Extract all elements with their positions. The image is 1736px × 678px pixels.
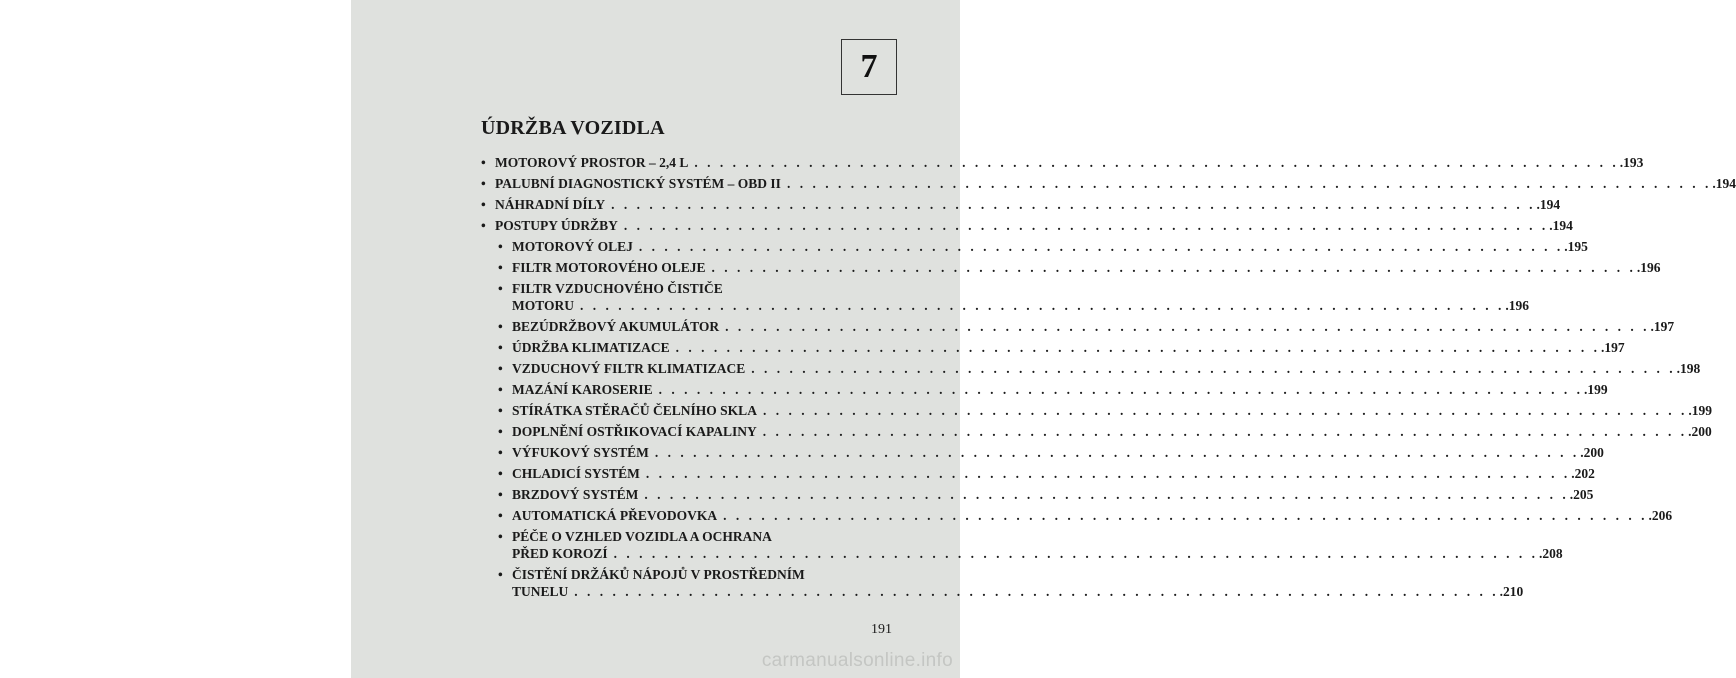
- dot-leader: [712, 259, 1636, 276]
- toc-entry-body: [512, 402, 1712, 419]
- toc-entry-body: [512, 486, 1593, 503]
- toc-entry[interactable]: [481, 175, 1736, 192]
- toc-entry-body: [512, 381, 1608, 398]
- toc-entry[interactable]: [481, 217, 1573, 234]
- toc-entry-page: .202: [1571, 466, 1595, 481]
- toc-entry-line: [512, 297, 1529, 314]
- toc-entry-line: [495, 154, 1643, 171]
- bullet-icon: •: [481, 197, 486, 212]
- toc-entry-body: [495, 217, 1573, 234]
- toc-entry-body: [512, 318, 1674, 335]
- toc-entry-body: [512, 507, 1672, 524]
- toc-entry-line: [512, 583, 1523, 600]
- toc-entry[interactable]: [481, 339, 1625, 356]
- toc-entry-page: .194: [1712, 176, 1736, 191]
- toc-entry-title: NÁHRADNÍ DÍLY: [495, 197, 606, 212]
- bullet-icon: •: [498, 260, 503, 275]
- dot-leader: [725, 318, 1649, 335]
- dot-leader: [639, 238, 1563, 255]
- toc-entry-title: MOTOROVÝ OLEJ: [512, 239, 633, 254]
- toc-entry-page: .196: [1636, 260, 1661, 275]
- toc-entry-page: .206: [1648, 508, 1673, 523]
- toc-entry-page: .195: [1564, 239, 1588, 254]
- toc-entry-page: .197: [1601, 340, 1625, 355]
- dot-leader: [751, 360, 1675, 377]
- toc-entry-line: [512, 423, 1712, 440]
- toc-entry-title-line: PÉČE O VZHLED VOZIDLA A OCHRANA: [512, 529, 772, 544]
- toc-entry-title: STÍRÁTKA STĚRAČŮ ČELNÍHO SKLA: [512, 403, 757, 418]
- toc-entry-title: BEZÚDRŽBOVÝ AKUMULÁTOR: [512, 319, 720, 334]
- dot-leader: [694, 154, 1618, 171]
- toc-entry[interactable]: [481, 423, 1712, 440]
- toc-entry-body: [512, 444, 1604, 461]
- dot-leader: [611, 196, 1535, 213]
- toc-entry[interactable]: [481, 486, 1594, 503]
- dot-leader: [659, 381, 1583, 398]
- toc-entry-page: .194: [1549, 218, 1573, 233]
- toc-entry-page: .199: [1584, 382, 1608, 397]
- bullet-icon: •: [498, 466, 503, 481]
- toc-entry[interactable]: [481, 465, 1595, 482]
- dot-leader: [763, 402, 1687, 419]
- toc-entry-title: MOTOROVÝ PROSTOR – 2,4 L: [495, 155, 689, 170]
- toc-entry-line: [512, 507, 1672, 524]
- toc-entry-line: [495, 217, 1573, 234]
- toc-entry-body: [512, 566, 1523, 600]
- toc-entry-title-line: ČISTĚNÍ DRŽÁKŮ NÁPOJŮ V PROSTŘEDNÍM: [512, 567, 805, 582]
- toc-entry-line: [512, 339, 1625, 356]
- toc-entry-line: [512, 381, 1608, 398]
- toc-entry-title: PŘED KOROZÍ: [512, 546, 608, 561]
- toc-entry-page: .208: [1539, 546, 1563, 561]
- toc-entry[interactable]: [481, 238, 1588, 255]
- toc-entry-title: MOTORU: [512, 298, 575, 313]
- chapter-number-box: [841, 39, 897, 95]
- bullet-icon: •: [498, 403, 503, 418]
- toc-entry-title: DOPLNĚNÍ OSTŘIKOVACÍ KAPALINY: [512, 424, 757, 439]
- toc-entry-page: .193: [1619, 155, 1644, 170]
- toc-entry-body: [495, 175, 1736, 192]
- toc-entry[interactable]: [481, 528, 1563, 562]
- toc-entry[interactable]: [481, 507, 1673, 524]
- toc-entry-line: [512, 360, 1700, 377]
- bullet-icon: •: [481, 176, 486, 191]
- page-number: 191: [871, 622, 892, 637]
- bullet-icon: •: [498, 445, 503, 460]
- bullet-icon: •: [481, 155, 486, 170]
- toc-entry-body: [495, 154, 1643, 171]
- watermark-text: carmanualsonline.info: [761, 650, 953, 671]
- toc-entry-line: [512, 545, 1563, 562]
- dot-leader: [624, 217, 1548, 234]
- toc-entry-body: [512, 423, 1712, 440]
- dot-leader: [614, 545, 1538, 562]
- toc-entry-title: TUNELU: [512, 584, 569, 599]
- bullet-icon: •: [481, 218, 486, 233]
- toc-entry-page: .199: [1688, 403, 1712, 418]
- toc-entry-body: [512, 465, 1595, 482]
- toc-entry-line: [512, 486, 1593, 503]
- toc-entry-line: [512, 318, 1674, 335]
- toc-entry[interactable]: [481, 402, 1712, 419]
- toc-entry[interactable]: [481, 360, 1701, 377]
- toc-entry-body: [512, 360, 1700, 377]
- toc-entry-line: [495, 175, 1736, 192]
- toc-entry-page: .205: [1569, 487, 1594, 502]
- toc-entry-page: .197: [1650, 319, 1675, 334]
- toc-entry[interactable]: [481, 259, 1661, 276]
- dot-leader: [580, 297, 1504, 314]
- toc-entry-body: [512, 238, 1588, 255]
- toc-entry-page: .198: [1676, 361, 1701, 376]
- toc-entry-page: .200: [1580, 445, 1604, 460]
- toc-entry-body: [512, 528, 1563, 562]
- bullet-icon: •: [498, 319, 503, 334]
- toc-entry-page: .200: [1688, 424, 1712, 439]
- toc-entry[interactable]: [481, 381, 1608, 398]
- bullet-icon: •: [498, 487, 503, 502]
- toc-entry-title-line: FILTR VZDUCHOVÉHO ČISTIČE: [512, 281, 723, 296]
- toc-entry-page: .194: [1536, 197, 1561, 212]
- toc-entry-line: [495, 196, 1560, 213]
- chapter-title: ÚDRŽBA VOZIDLA: [481, 117, 665, 139]
- toc-entry-line: [512, 465, 1595, 482]
- toc-entry[interactable]: [481, 444, 1604, 461]
- bullet-icon: •: [498, 340, 503, 355]
- toc-entry-title: ÚDRŽBA KLIMATIZACE: [512, 340, 670, 355]
- dot-leader: [676, 339, 1600, 356]
- toc-entry-body: [512, 280, 1529, 314]
- toc-entry-title: PALUBNÍ DIAGNOSTICKÝ SYSTÉM – OBD II: [495, 176, 781, 191]
- bullet-icon: •: [498, 424, 503, 439]
- toc-entry-body: [512, 339, 1625, 356]
- toc-entry-title: POSTUPY ÚDRŽBY: [495, 218, 618, 233]
- toc-entry-body: [512, 259, 1661, 276]
- bullet-icon: •: [498, 529, 503, 544]
- bullet-icon: •: [498, 239, 503, 254]
- toc-entry-line: [512, 402, 1712, 419]
- table-of-contents: [481, 154, 1736, 604]
- toc-entry-page: .196: [1505, 298, 1530, 313]
- bullet-icon: •: [498, 281, 503, 296]
- toc-entry-title: BRZDOVÝ SYSTÉM: [512, 487, 639, 502]
- toc-entry-line: [512, 259, 1661, 276]
- dot-leader: [574, 583, 1498, 600]
- toc-entry-title: FILTR MOTOROVÉHO OLEJE: [512, 260, 706, 275]
- dot-leader: [644, 486, 1568, 503]
- toc-entry-title: CHLADICÍ SYSTÉM: [512, 466, 640, 481]
- toc-entry-title: VÝFUKOVÝ SYSTÉM: [512, 445, 649, 460]
- bullet-icon: •: [498, 567, 503, 582]
- toc-entry-body: [495, 196, 1560, 213]
- left-page: [0, 0, 351, 678]
- toc-entry[interactable]: [481, 154, 1644, 171]
- dot-leader: [646, 465, 1570, 482]
- bullet-icon: •: [498, 508, 503, 523]
- bullet-icon: •: [498, 361, 503, 376]
- dot-leader: [763, 423, 1687, 440]
- toc-entry[interactable]: [481, 280, 1530, 314]
- bullet-icon: •: [498, 382, 503, 397]
- toc-entry[interactable]: [481, 318, 1675, 335]
- toc-entry-line: [512, 444, 1604, 461]
- toc-entry[interactable]: [481, 196, 1561, 213]
- toc-entry-title: VZDUCHOVÝ FILTR KLIMATIZACE: [512, 361, 746, 376]
- chapter-number: 7: [860, 48, 878, 85]
- toc-entry[interactable]: [481, 566, 1524, 600]
- dot-leader: [723, 507, 1647, 524]
- dot-leader: [655, 444, 1579, 461]
- toc-entry-line: [512, 238, 1588, 255]
- toc-entry-title: AUTOMATICKÁ PŘEVODOVKA: [512, 508, 718, 523]
- dot-leader: [787, 175, 1711, 192]
- toc-entry-page: .210: [1499, 584, 1524, 599]
- right-page: [351, 0, 1736, 678]
- toc-entry-title: MAZÁNÍ KAROSERIE: [512, 382, 653, 397]
